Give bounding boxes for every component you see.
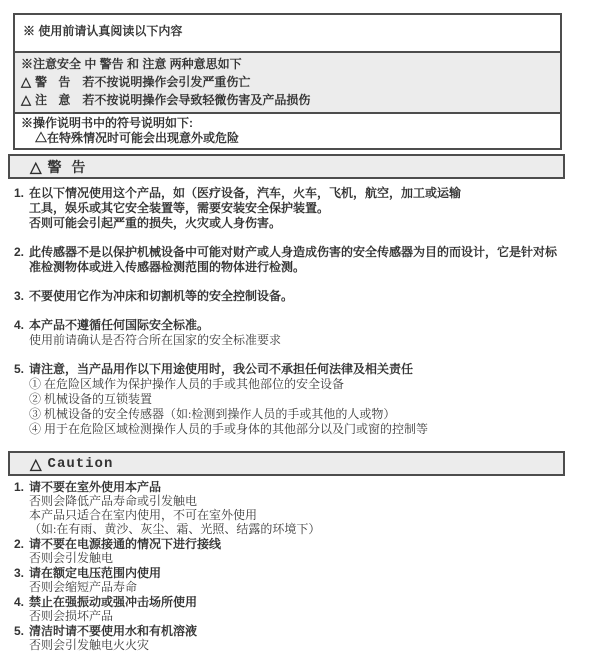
list-item — [14, 289, 592, 304]
list-item — [14, 362, 592, 437]
item-line: ① 在危险区域作为保护操作人员的手或其他部位的安全设备 — [29, 377, 345, 391]
item-line: 不要使用它作为冲床和切割机等的安全控制设备。 — [29, 289, 294, 303]
item-line: 请不要在室外使用本产品 — [29, 480, 162, 494]
danger-triangle-icon: △ — [35, 131, 48, 145]
notice-box-stack — [13, 13, 562, 150]
caution-triangle-icon: △ — [21, 92, 31, 107]
list-item — [14, 624, 592, 652]
warning-section-header — [8, 154, 565, 179]
warning-item-list — [14, 186, 592, 437]
item-line: 本产品只适合在室内使用，不可在室外使用 — [29, 508, 258, 522]
item-line: 此传感器不是以保护机械设备中可能对财产或人身造成伤害的安全传感器为目的而设计，它是针对标 — [29, 245, 558, 259]
item-line: 使用前请确认是否符合所在国家的安全标准要求 — [29, 333, 282, 347]
item-line: 清洁时请不要使用水和有机溶液 — [29, 624, 198, 638]
item-line: 工具，娱乐或其它安全装置等，需要安装安全保护装置。 — [29, 201, 330, 215]
item-line: 否则可能会引起严重的损失，火灾或人身伤害。 — [29, 216, 282, 230]
read-before-use-notice — [15, 15, 560, 51]
caution-meaning-line — [21, 91, 552, 109]
item-number: 4. — [14, 595, 25, 609]
caution-label: 注 意 — [35, 93, 75, 107]
warning-meaning-text: 若不按说明操作会引发严重伤亡 — [82, 75, 251, 89]
read-before-use-text: ※ 使用前请认真阅读以下内容 — [23, 24, 183, 38]
list-item — [14, 186, 592, 231]
symbol-danger-line — [21, 131, 552, 146]
item-number: 1. — [14, 186, 25, 200]
item-line: 禁止在强振动或强冲击场所使用 — [29, 595, 198, 609]
caution-header-triangle-icon: △ — [30, 455, 42, 473]
item-line: 否则会引发触电火火灾 — [29, 638, 150, 652]
item-line: ④ 用于在危险区域检测操作人员的手或身体的其他部分以及门或窗的控制等 — [29, 422, 429, 436]
item-line: 准检测物体或进入传感器检测范围的物体进行检测。 — [29, 260, 306, 274]
item-number: 2. — [14, 245, 25, 259]
list-item — [14, 480, 592, 536]
item-line: ② 机械设备的互锁装置 — [29, 392, 153, 406]
item-number: 5. — [14, 362, 25, 376]
symbol-explain-line: ※操作说明书中的符号说明如下: — [21, 116, 193, 130]
list-item — [14, 566, 592, 594]
meaning-intro-line: ※注意安全 中 警告 和 注意 两种意思如下 — [21, 57, 242, 71]
item-number: 1. — [14, 480, 25, 494]
warning-triangle-icon: △ — [21, 74, 31, 89]
manual-safety-page — [0, 13, 600, 657]
warning-meaning-line — [21, 73, 552, 91]
list-item — [14, 318, 592, 348]
item-line: 请注意，当产品用作以下用途使用时，我公司不承担任何法律及相关责任 — [29, 362, 414, 376]
caution-section-header — [8, 451, 565, 476]
caution-meaning-text: 若不按说明操作会导致轻微伤害及产品损伤 — [82, 93, 311, 107]
item-line: ③ 机械设备的安全传感器（如:检测到操作人员的手或其他的人或物） — [29, 407, 396, 421]
caution-header-label: Caution — [47, 455, 114, 472]
item-line: （如:在有雨、黄沙、灰尘、霜、光照、结露的环境下） — [29, 522, 321, 536]
warning-header-triangle-icon: △ — [30, 158, 42, 176]
list-item — [14, 595, 592, 623]
item-line: 本产品不遵循任何国际安全标准。 — [29, 318, 210, 332]
item-number: 4. — [14, 318, 25, 332]
list-item — [14, 537, 592, 565]
item-number: 3. — [14, 289, 25, 303]
item-line: 在以下情况使用这个产品，如（医疗设备，汽车，火车，飞机，航空，加工或运输 — [29, 186, 462, 200]
item-line: 否则会缩短产品寿命 — [29, 580, 138, 594]
caution-item-list — [14, 480, 592, 652]
item-line: 请不要在电源接通的情况下进行接线 — [29, 537, 222, 551]
item-line: 否则会降低产品寿命或引发触电 — [29, 494, 198, 508]
item-line: 请在额定电压范围内使用 — [29, 566, 162, 580]
warning-header-label: 警 告 — [47, 158, 89, 175]
item-line: 否则会损坏产品 — [29, 609, 114, 623]
symbol-explain-box — [15, 112, 560, 148]
item-number: 2. — [14, 537, 25, 551]
item-line: 否则会引发触电 — [29, 551, 114, 565]
symbol-danger-text: 在特殊情况时可能会出现意外或危险 — [47, 131, 240, 145]
list-item — [14, 245, 592, 275]
item-number: 5. — [14, 624, 25, 638]
warning-label: 警 告 — [35, 75, 75, 89]
item-number: 3. — [14, 566, 25, 580]
safety-meaning-box — [15, 51, 560, 112]
